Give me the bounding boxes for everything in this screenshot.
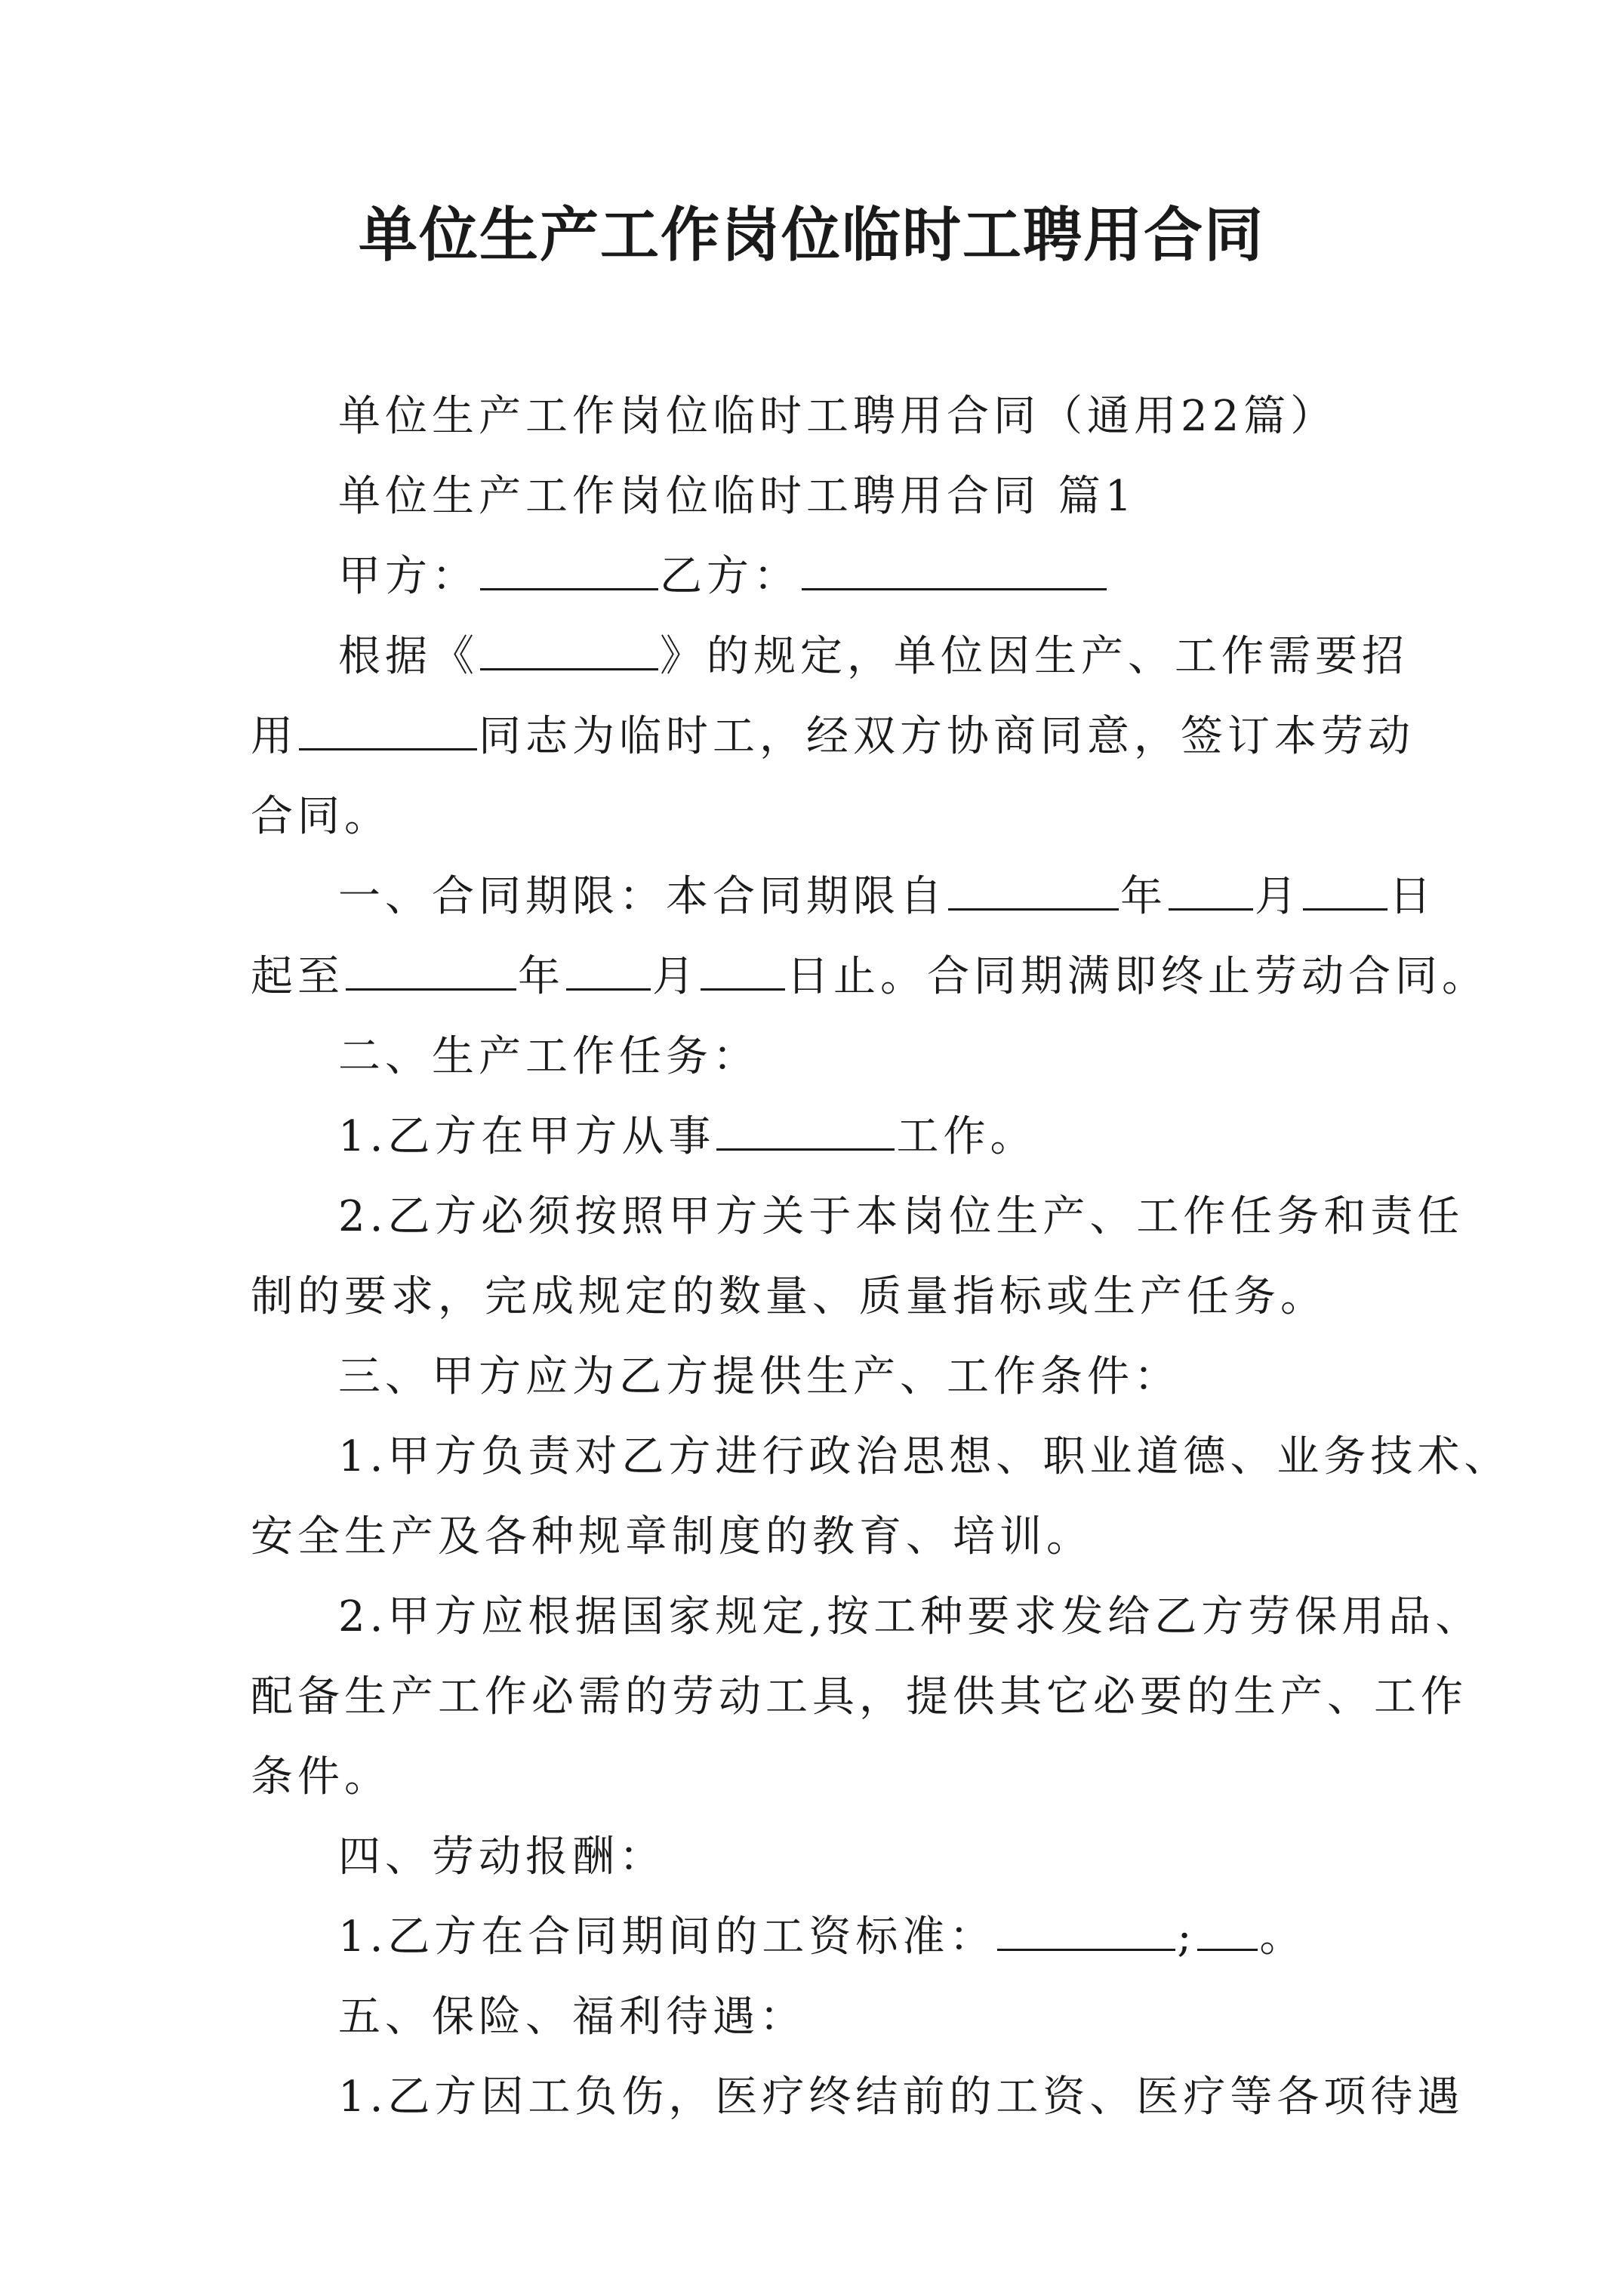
parties-line: 甲方： 乙方： [338,550,1108,604]
section-heading: 五、保险、福利待遇： [338,1992,806,2042]
wage-blank [997,1911,1175,1951]
end-year-blank [346,951,516,991]
body-line: 制的要求，完成规定的数量、质量指标或生产任务。 [251,1272,1327,1321]
section-heading: 一、合同期限：本合同期限自 年 月 日 [338,872,1436,921]
body-line: 起至 年 月 日止。合同期满即终止劳动合同。 [251,952,1489,1001]
body-line: 安全生产及各种规章制度的教育、培训。 [251,1512,1093,1561]
body-line: 用 同志为临时工，经双方协商同意，签订本劳动 [251,712,1415,761]
end-day-blank [701,951,785,991]
body-line: 2.乙方必须按照甲方关于本岗位生产、工作任务和责任 [338,1192,1464,1241]
start-month-blank [1169,871,1253,911]
party-a-blank [480,550,658,590]
subtitle-line: 单位生产工作岗位临时工聘用合同（通用22篇） [338,392,1338,441]
body-line: 1.乙方在合同期间的工资标准： ; 。 [338,1912,1307,1962]
regulation-blank [480,630,658,670]
wage-extra-blank [1197,1911,1258,1951]
section-heading: 三、甲方应为乙方提供生产、工作条件： [338,1352,1181,1401]
section-heading: 二、生产工作任务： [338,1032,759,1081]
body-line: 1.乙方因工负伤，医疗终结前的工资、医疗等各项待遇 [338,2073,1464,2122]
body-line: 根据《 》的规定，单位因生产、工作需要招 [338,632,1409,681]
start-year-blank [948,871,1119,911]
body-line: 1.甲方负责对乙方进行政治思想、职业道德、业务技术、 [338,1432,1511,1481]
body-line: 1.乙方在甲方从事 工作。 [338,1112,1037,1161]
party-b-blank [802,550,1107,590]
job-title-blank [716,1111,895,1151]
employee-name-blank [299,710,477,750]
body-line: 合同。 [251,792,391,841]
end-month-blank [566,951,651,991]
section-heading: 单位生产工作岗位临时工聘用合同 篇1 [338,472,1137,521]
start-day-blank [1303,871,1387,911]
body-line: 2.甲方应根据国家规定,按工种要求发给乙方劳保用品、 [338,1592,1483,1641]
section-heading: 四、劳动报酬： [338,1832,666,1881]
body-line: 配备生产工作必需的劳动工具，提供其它必要的生产、工作 [251,1672,1467,1721]
document-title: 单位生产工作岗位临时工聘用合同 [358,202,1264,270]
body-line: 条件。 [251,1752,391,1801]
